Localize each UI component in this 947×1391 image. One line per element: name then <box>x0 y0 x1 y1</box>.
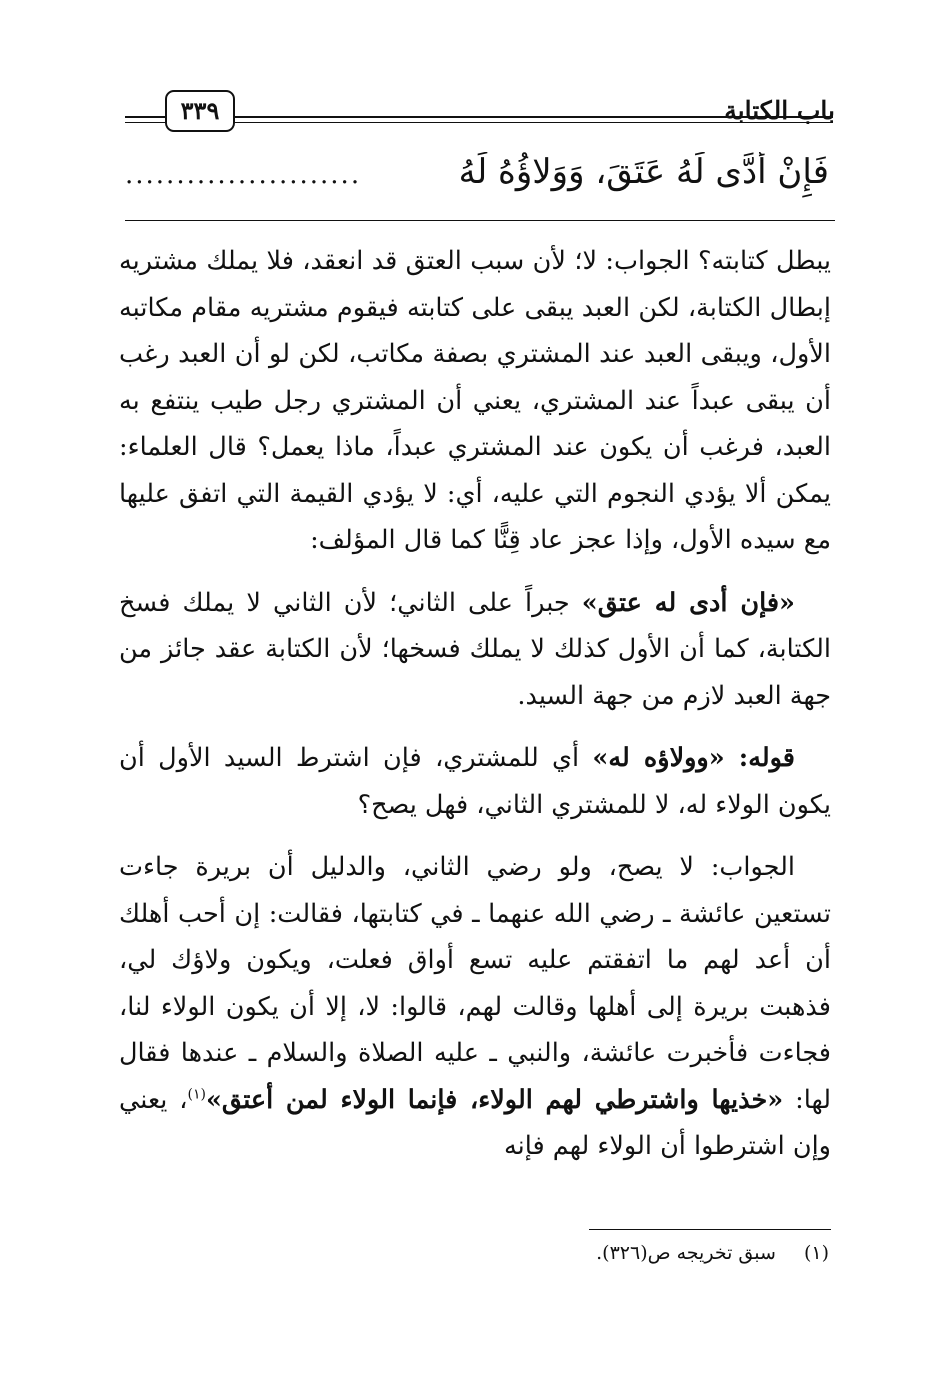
matn-quote: فَإِنْ أَدَّى لَهُ عَتَقَ، وَوَلاؤُهُ لَهُ <box>458 152 829 192</box>
header-rule-lower <box>233 122 833 123</box>
matn-citation-2: «وولاؤه له» <box>592 743 739 773</box>
chapter-title: باب الكتابة <box>724 96 835 125</box>
matn-divider <box>125 220 835 221</box>
commentary-body <box>119 238 831 1184</box>
paragraph-4-text: الجواب: لا يصح، ولو رضي الثاني، والدليل أن بريرة جاءت تستعين عائشة ـ رضي الله عنهما ـ في كتابتها، فقالت: إن أحب أهلك أن أعد لهم ما اتفقتم عليه تسع أواق فعلت، ويكون ولاؤك لي، فذهبت بريرة إلى أهلها وقالت لهم، قالوا: لا، إلا أن يكون الولاء لنا، فجاءت فأخبرت عائشة، والنبي ـ عليه الصلاة والسلام ـ عندها فقال لها: <box>119 852 831 1115</box>
hadith-quote: «خذيها واشترطي لهم الولاء، فإنما الولاء لمن أعتق» <box>205 1084 784 1115</box>
header-rule <box>233 116 833 118</box>
matn-citation: «فإن أدى له عتق» <box>581 587 795 618</box>
paragraph-2 <box>119 580 831 720</box>
matn-dots: ....................... <box>125 160 362 190</box>
paragraph-2-text: جبراً على الثاني؛ لأن الثاني لا يملك فسخ الكتابة، كما أن الأول كذلك لا يملك فسخها؛ لأن الكتابة عقد جائز من جهة العبد لازم من جهة السيد. <box>119 587 831 711</box>
header-rule-left-lower <box>125 122 167 123</box>
footnote-rule <box>589 1229 831 1230</box>
qawluhu-label: قوله: <box>738 743 795 773</box>
paragraph-1: يبطل كتابته؟ الجواب: لا؛ لأن سبب العتق قد انعقد، فلا يملك مشتريه إبطال الكتابة، لكن العبد يبقى على كتابته فيقوم مشتريه مقام مكاتبه الأول، ويبقى العبد عند المشتري بصفة مكاتب، لكن لو أن العبد رغب أن يبقى عبداً عند المشتري، يعني أن المشتري رجل طيب ينتفع به العبد، فرغب أن يكون عند المشتري عبداً، ماذا يعمل؟ قال العلماء: يمكن ألا يؤدي النجوم التي عليه، أي: لا يؤدي القيمة التي اتفق عليها مع سيده الأول، وإذا عجز عاد قِنًّا كما قال المؤلف: <box>119 246 831 555</box>
footnote-text: سبق تخريجه ص(٣٢٦). <box>596 1242 776 1264</box>
footnote-1 <box>329 1238 829 1268</box>
matn-text <box>125 152 829 200</box>
paragraph-3 <box>119 735 831 828</box>
paragraph-3-text: أي للمشتري، فإن اشترط السيد الأول أن يكون الولاء له، لا للمشتري الثاني، فهل يصح؟ <box>119 743 831 820</box>
footnote-ref: (١) <box>187 1086 206 1102</box>
page-header <box>120 88 835 140</box>
paragraph-4 <box>119 844 831 1170</box>
page-number: ٣٣٩ <box>165 90 235 132</box>
paragraph-4-end: ، يعني وإن اشترطوا أن الولاء لهم فإنه <box>119 1084 831 1161</box>
header-rule-left <box>125 116 167 118</box>
footnote-number: (١) <box>803 1242 829 1264</box>
